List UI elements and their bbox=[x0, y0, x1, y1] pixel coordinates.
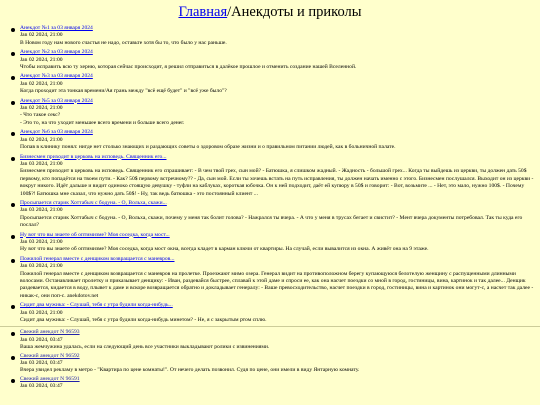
section-divider bbox=[0, 326, 540, 327]
joke-text: Попав в клинику понял: нигде нет столько знающих и раздающих советы о здоровом образе жизни и о правильном питании людей, как в больничной палате. bbox=[20, 144, 396, 151]
list-item bbox=[10, 256, 540, 300]
list-item bbox=[10, 73, 540, 95]
list-item bbox=[10, 376, 540, 391]
joke-text: - Что такое секс? - Это то, на что уходит меньшее всего времени и больше всего денег. bbox=[20, 112, 185, 126]
joke-title-link[interactable]: Пожилой генерал вместе с денщиком возвращается с маневров... bbox=[20, 255, 175, 262]
joke-title-link[interactable]: Просыпается старик Хоттабыч с бодуна. - О, Вольха, скажи... bbox=[20, 199, 167, 206]
fresh-joke-text: Ваша жемчужина удалась, если на следующий день все участники выкладывают ролики с извинениями. bbox=[20, 344, 270, 351]
page-title: /Анекдоты и приколы bbox=[227, 4, 362, 20]
joke-text: Чтобы исправить всю ту херню, которая сейчас происходит, я решил отправиться в далёкое прошлое и отменить создание нашей Вселенной. bbox=[20, 64, 357, 71]
joke-date: Jan 02 2024, 21:00 bbox=[20, 105, 63, 112]
joke-date: Jan 02 2024, 21:00 bbox=[20, 32, 63, 39]
list-item bbox=[10, 98, 540, 128]
list-item bbox=[10, 302, 540, 324]
joke-date: Jan 02 2024, 21:00 bbox=[20, 136, 63, 143]
joke-title-link[interactable]: Анекдот №6 за 03 января 2024 bbox=[20, 129, 93, 136]
fresh-joke-date: Jan 03 2024, 03:47 bbox=[20, 360, 63, 367]
joke-text: Просыпается старик Хоттабыч с бодуна. - О, Вольха, скажи, почему у меня так болит голова? - Нажрался ты вчера. - А что у меня в трусах бегает и свистит? - Мент вчера документы потребовал. Так ты куда его послал? bbox=[20, 214, 523, 229]
joke-date: Jan 03 2024, 21:00 bbox=[20, 160, 63, 167]
joke-title-link[interactable]: Анекдот №2 за 03 января 2024 bbox=[20, 49, 93, 56]
joke-text: Бизнесмен приходит в церковь на исповедь. Священник его спрашивает: - В чем твой грех, сын мой? - Батюшка, я слишком жадный. - Жадность - большой грех... Когда ты выйдешь из церкви, ты должен дать 50$ первому, кто попадётся на твоем пути. - Как? 50$ первому встречному?? - Да, сын мой. Если ты хочешь встать на путь исправления, ты должен начать именно с этого. Бизнесмен послушался. Выходит он из церкви - вокруг никого. Идёт дальше и видит одиноко стоящую девушку - туфли на каблуках, короткая юбочка. Он к ней подходит, даёт ей купюру в 50$ и говорит: - Вот, возьмите ... - Нет, это мало, нужно 100$. - Почему 100$?! Батюшка мне сказал, что нужно дать 50$! - Ну, так ведь батюшка - это постоянный клиент ... bbox=[20, 168, 534, 197]
joke-date: Jan 02 2024, 21:00 bbox=[20, 80, 63, 87]
list-item bbox=[10, 154, 540, 198]
fresh-joke-text: Вчера увидел рекламу в метро - "Квартира по цене комнаты!". От нечего делать позвонил. Судя по цене, они имели в виду Янтарную комнату. bbox=[20, 367, 360, 374]
joke-title-link[interactable]: Анекдот №5 за 03 января 2024 bbox=[20, 97, 93, 104]
joke-title-link[interactable]: Анекдот №3 за 03 января 2024 bbox=[20, 73, 93, 80]
joke-list bbox=[0, 25, 540, 324]
joke-title-link[interactable]: Ну вот что вы знаете об оптимизме? Моя соседка, когда мост... bbox=[20, 231, 170, 238]
page-header bbox=[0, 0, 540, 25]
joke-date: Jan 03 2024, 21:00 bbox=[20, 207, 63, 214]
joke-title-link[interactable]: Бизнесмен приходит в церковь на исповедь. Священник его... bbox=[20, 153, 167, 160]
fresh-joke-title-link[interactable]: Свежий анекдот N 96591 bbox=[20, 375, 80, 382]
joke-date: Jan 03 2024, 21:00 bbox=[20, 263, 63, 270]
joke-title-link[interactable]: Сидит два мужика: - Слушай, тебя с утра будили когда-нибудь... bbox=[20, 302, 173, 309]
list-item bbox=[10, 25, 540, 47]
fresh-joke-list bbox=[0, 329, 540, 390]
joke-date: Jan 03 2024, 21:00 bbox=[20, 238, 63, 245]
joke-date: Jan 02 2024, 21:00 bbox=[20, 56, 63, 63]
joke-text: В Новом году нам нового счастья не надо, оставьте хотя бы то, что было у нас раньше. bbox=[20, 39, 227, 46]
joke-text: Сидит два мужика: - Слушай, тебя с утра будили когда-нибудь минетом? - Не, я с закрытым ртом сплю. bbox=[20, 317, 267, 324]
joke-text: Пожилой генерал вместе с денщиком возвращается с маневров на пролетке. Проезжают мимо озера. Генерал видит на противоположном берегу купающуюся белотелую женщину с распущенными длинными волосами. Останавливает пролетку и приказывает денщику: - Иван, раздевайся быстрее, сплавай к этой даме и спроси ее, как она насчет поездки со мной в город, гостиницы, вина, картинок и так далее... Денщик раздевается, кидается в воду, плывет к даме и вскоре возвращается обратно и докладывает генералу: - Ваше превосходительство, насчет поездки в город, гостиницы, вина и картинок они могут-с, а насчет так далее - никак-с, они поп-с. anekdotov.net bbox=[20, 270, 534, 299]
joke-date: Jan 03 2024, 21:00 bbox=[20, 309, 63, 316]
home-link[interactable]: Главная bbox=[178, 4, 228, 20]
list-item bbox=[10, 49, 540, 71]
list-item bbox=[10, 129, 540, 151]
fresh-joke-date: Jan 03 2024, 03:47 bbox=[20, 336, 63, 343]
list-item bbox=[10, 200, 540, 230]
list-item bbox=[10, 353, 540, 375]
list-item bbox=[10, 232, 540, 254]
list-item bbox=[10, 329, 540, 351]
fresh-joke-date: Jan 03 2024, 03:47 bbox=[20, 383, 63, 390]
fresh-joke-title-link[interactable]: Свежий анекдот N 96592 bbox=[20, 352, 80, 359]
joke-text: Когда проходит эта тонкая времени/Ая грань между "всё ещё будет" и "всё уже было"? bbox=[20, 88, 227, 95]
fresh-joke-title-link[interactable]: Свежий анекдот N 96593 bbox=[20, 329, 80, 336]
joke-title-link[interactable]: Анекдот №1 за 03 января 2024 bbox=[20, 25, 93, 31]
joke-text: Ну вот что вы знаете об оптимизме? Моя соседка, когда мост окна, всегда кладет в карман ключи от квартиры. На случай, если вывалится из окна. А живёт она на 9 этаже. bbox=[20, 246, 429, 253]
